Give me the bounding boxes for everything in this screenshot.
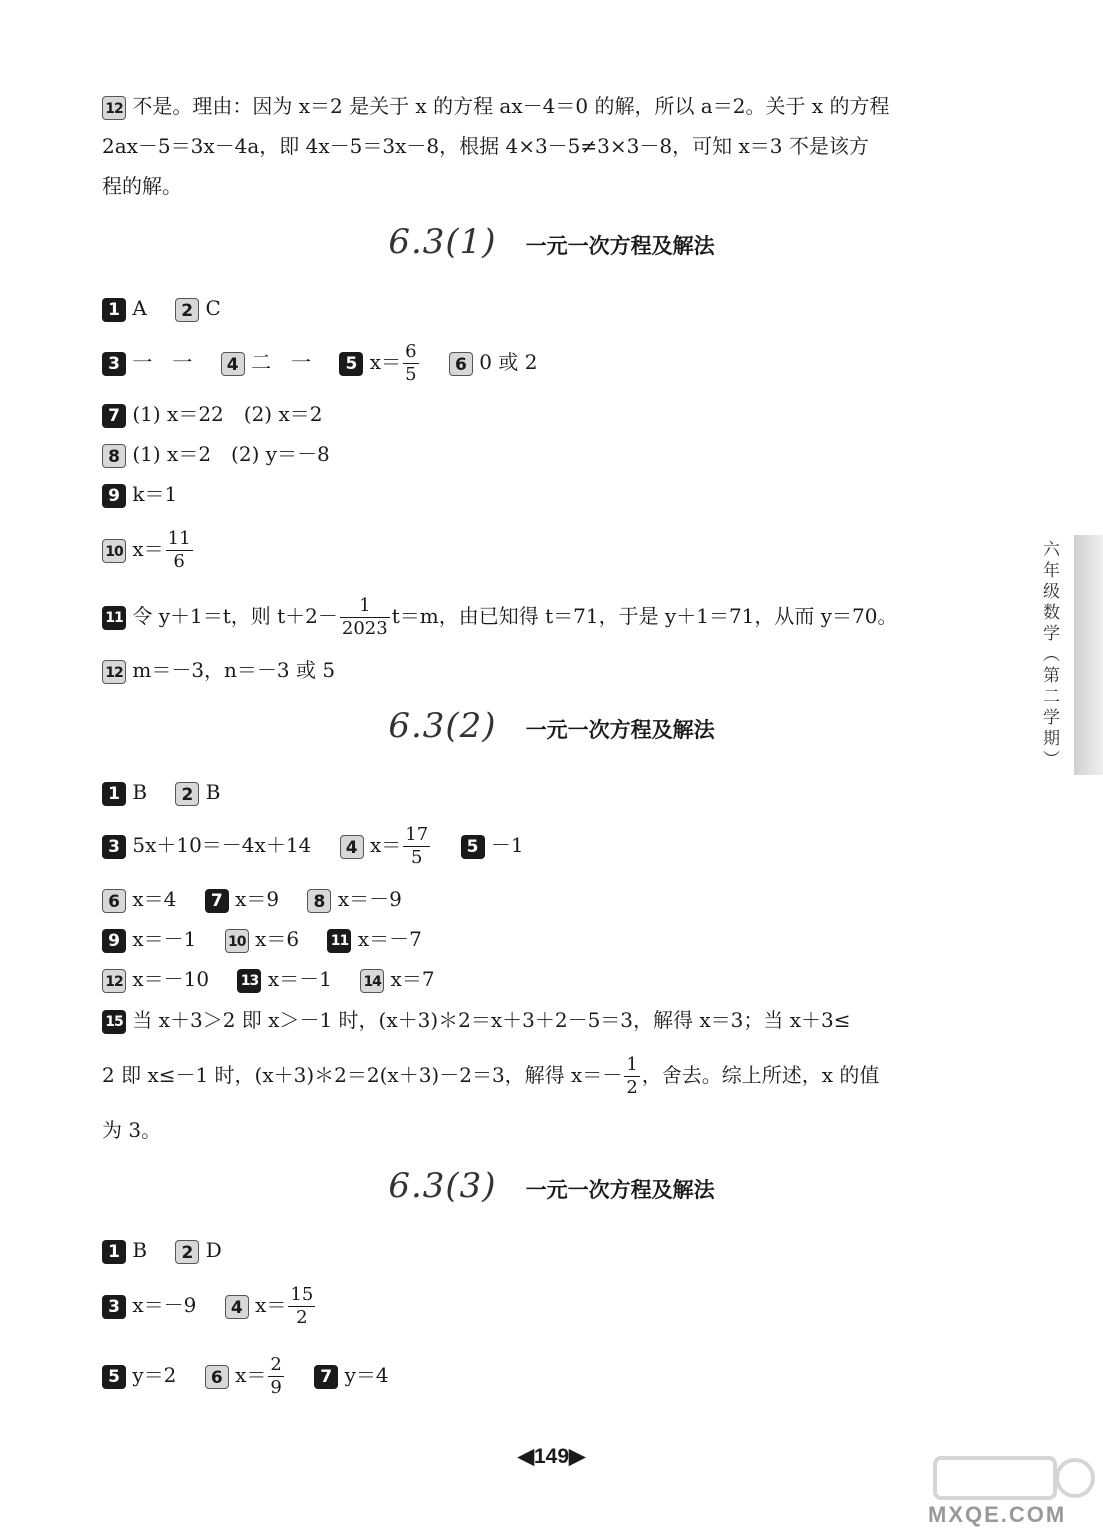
section-title: 一元一次方程及解法 — [525, 234, 715, 258]
answer-text: (1) x＝2 (2) y＝－8 — [132, 442, 330, 466]
question-badge: 1 — [102, 1240, 126, 1264]
fraction — [624, 1054, 639, 1099]
right-arrow-icon: ▶ — [569, 1445, 586, 1468]
question-badge: 12 — [102, 660, 126, 684]
question-badge: 6 — [449, 352, 473, 376]
answer-text: 为 3。 — [102, 1118, 162, 1142]
answer-text: x＝4 — [132, 887, 177, 911]
answer-row — [102, 482, 177, 508]
fraction-numerator: 2 — [270, 1354, 282, 1375]
question-badge: 11 — [102, 606, 126, 630]
page-number-text: 149 — [533, 1445, 570, 1468]
question-badge: 2 — [175, 1240, 199, 1264]
question-badge: 9 — [102, 929, 126, 953]
fraction-denominator: 2 — [296, 1307, 308, 1328]
question-badge: 6 — [102, 889, 126, 913]
fraction — [166, 528, 193, 573]
question-badge: 15 — [102, 1010, 126, 1034]
section-heading-6-3-2 — [0, 706, 1103, 746]
answer-text: 当 x＋3＞2 即 x＞－1 时，(x＋3)＊2＝x＋3＋2－5＝3，解得 x＝3；当 x＋3≤ — [132, 1008, 851, 1032]
question-badge: 10 — [102, 539, 126, 563]
question-badge: 4 — [221, 352, 245, 376]
fraction-denominator: 5 — [410, 847, 423, 868]
answer-text: 一 一 — [132, 350, 193, 374]
answer-text: (1) x＝22 (2) x＝2 — [132, 402, 323, 426]
answer-text: A — [132, 296, 147, 320]
answer-text: m＝－3，n＝－3 或 5 — [132, 658, 336, 682]
question-badge: 8 — [307, 889, 331, 913]
question-badge: 8 — [102, 444, 126, 468]
section-number: 6.3(2) — [388, 706, 497, 746]
answer-row — [102, 338, 537, 386]
fraction-denominator: 6 — [173, 551, 185, 572]
answer-text: x＝－9 — [337, 887, 402, 911]
question-badge: 7 — [314, 1365, 338, 1389]
answer-text: D — [205, 1238, 222, 1262]
answer-row — [102, 402, 322, 428]
question-badge: 13 — [237, 969, 261, 993]
section-heading-6-3-3 — [0, 1166, 1103, 1206]
answer-row — [102, 967, 435, 993]
question-badge: 3 — [102, 1295, 126, 1319]
answer-text: x＝－7 — [357, 927, 422, 951]
watermark-text: MXQE.COM — [928, 1502, 1067, 1527]
answer-text: x＝ — [255, 1293, 287, 1317]
answer-row — [102, 1351, 389, 1399]
question-badge: 1 — [102, 782, 126, 806]
side-tab-bar — [1074, 535, 1103, 775]
section-title: 一元一次方程及解法 — [525, 718, 715, 742]
answer-text: 令 y＋1＝t，则 t＋2－ — [132, 604, 338, 628]
question-badge: 2 — [175, 298, 199, 322]
fraction-numerator: 15 — [290, 1284, 314, 1305]
question-badge: 5 — [461, 835, 485, 859]
answer-row — [102, 442, 330, 468]
answer-row — [102, 1008, 851, 1034]
fraction — [340, 595, 390, 640]
answer-text: x＝－9 — [132, 1293, 197, 1317]
question-badge: 5 — [102, 1365, 126, 1389]
fraction-numerator: 17 — [405, 824, 429, 845]
answer-text: y＝2 — [132, 1363, 177, 1387]
answer-row — [102, 658, 335, 684]
question-badge: 4 — [225, 1295, 249, 1319]
answer-text: x＝ — [369, 350, 402, 374]
section-heading-6-3-1 — [0, 222, 1103, 262]
answer-text: x＝9 — [235, 887, 280, 911]
answer-text: －1 — [490, 833, 524, 857]
question-badge: 2 — [175, 782, 199, 806]
answer-row — [102, 592, 898, 640]
question-badge: 7 — [205, 889, 229, 913]
answer-row — [102, 525, 195, 573]
fraction — [403, 824, 430, 869]
fraction — [403, 341, 418, 386]
question-badge: 5 — [339, 352, 363, 376]
answer-text: t＝m，由已知得 t＝71，于是 y＋1＝71，从而 y＝70。 — [391, 604, 898, 628]
fraction-numerator: 11 — [167, 528, 191, 549]
answer-text: 不是。理由：因为 x＝2 是关于 x 的方程 ax－4＝0 的解，所以 a＝2。关于 x 的方程 — [132, 94, 890, 118]
answer-row — [102, 296, 221, 322]
intro-answer-12 — [102, 86, 982, 206]
question-badge: 6 — [205, 1365, 229, 1389]
side-tab-label: 六年级数学（第二学期） — [1039, 540, 1059, 771]
answer-text: x＝ — [235, 1363, 267, 1387]
answer-text: k＝1 — [132, 482, 178, 506]
answer-text: x＝ — [369, 833, 402, 857]
question-badge: 3 — [102, 835, 126, 859]
answer-text: 5x＋10＝－4x＋14 — [132, 833, 312, 857]
question-badge: 14 — [360, 969, 384, 993]
answer-text: x＝－10 — [132, 967, 210, 991]
answer-text: x＝－1 — [132, 927, 197, 951]
question-badge: 10 — [225, 929, 249, 953]
answer-row — [102, 1238, 222, 1264]
fraction-numerator: 1 — [340, 595, 390, 618]
answer-text: y＝4 — [344, 1363, 389, 1387]
left-arrow-icon: ◀ — [517, 1445, 534, 1468]
answer-row-continued — [102, 1051, 879, 1099]
answer-text: 二 一 — [251, 350, 312, 374]
answer-row — [102, 821, 524, 869]
question-badge: 11 — [327, 929, 351, 953]
answer-text: 程的解。 — [102, 174, 182, 198]
question-badge: 9 — [102, 484, 126, 508]
fraction-denominator: 2 — [626, 1077, 638, 1098]
question-badge: 3 — [102, 352, 126, 376]
answer-text: x＝6 — [255, 927, 300, 951]
fraction — [288, 1284, 315, 1329]
answer-text: ，舍去。综上所述，x 的值 — [641, 1063, 880, 1087]
answer-text: B — [132, 780, 148, 804]
fraction-denominator: 9 — [270, 1377, 282, 1398]
answer-row-continued — [102, 1118, 161, 1142]
question-badge: 7 — [102, 404, 126, 428]
question-badge: 4 — [340, 835, 364, 859]
answer-text: 0 或 2 — [479, 350, 538, 374]
fraction — [268, 1354, 283, 1399]
question-badge: 12 — [102, 96, 126, 120]
section-title: 一元一次方程及解法 — [525, 1178, 715, 1202]
question-badge: 1 — [102, 298, 126, 322]
question-badge: 12 — [102, 969, 126, 993]
answer-text: B — [132, 1238, 148, 1262]
fraction-numerator: 1 — [626, 1054, 638, 1075]
answer-row — [102, 927, 422, 953]
answer-row — [102, 887, 402, 913]
answer-text: 2 即 x≤－1 时，(x＋3)＊2＝2(x＋3)－2＝3，解得 x＝－ — [102, 1063, 623, 1087]
answer-text: x＝ — [132, 537, 164, 561]
answer-text: x＝7 — [390, 967, 435, 991]
section-number: 6.3(1) — [388, 222, 497, 262]
answer-text: 2ax－5＝3x－4a，即 4x－5＝3x－8，根据 4×3－5≠3×3－8，可知 x＝3 不是该方 — [102, 134, 869, 158]
fraction-numerator: 6 — [405, 341, 417, 362]
answer-text: C — [205, 296, 221, 320]
section-number: 6.3(3) — [388, 1166, 497, 1206]
answer-text: B — [205, 780, 221, 804]
answer-row — [102, 1281, 317, 1329]
fraction-denominator: 5 — [405, 364, 417, 385]
answer-row — [102, 780, 220, 806]
fraction-denominator: 2023 — [341, 618, 388, 639]
answer-text: x＝－1 — [267, 967, 332, 991]
